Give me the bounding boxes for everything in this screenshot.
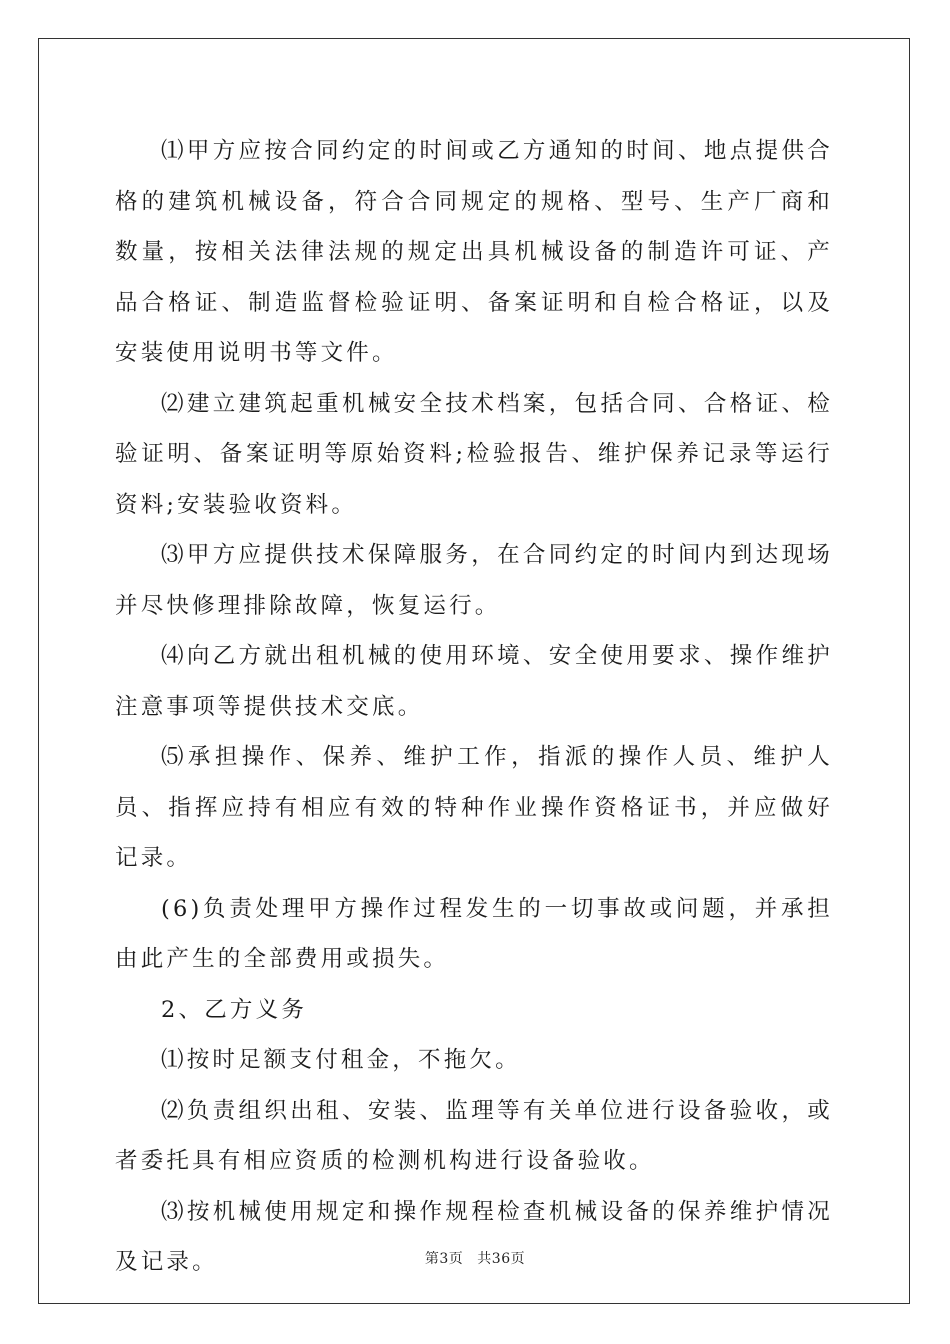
paragraph-9: ⑵负责组织出租、安装、监理等有关单位进行设备验收，或者委托具有相应资质的检测机构进行设备验收。 bbox=[115, 1097, 833, 1174]
paragraph-6: (6)负责处理甲方操作过程发生的一切事故或问题，并承担由此产生的全部费用或损失。 bbox=[115, 895, 833, 972]
paragraph-5: ⑸承担操作、保养、维护工作，指派的操作人员、维护人员、指挥应持有相应有效的特种作业操作资格证书，并应做好记录。 bbox=[115, 744, 833, 871]
paragraph-3: ⑶甲方应提供技术保障服务，在合同约定的时间内到达现场并尽快修理排除故障，恢复运行。 bbox=[115, 542, 833, 619]
paragraph-2: ⑵建立建筑起重机械安全技术档案，包括合同、合格证、检验证明、备案证明等原始资料;检验报告、维护保养记录等运行资料;安装验收资料。 bbox=[115, 390, 833, 518]
paragraph-4: ⑷向乙方就出租机械的使用环境、安全使用要求、操作维护注意事项等提供技术交底。 bbox=[115, 643, 833, 720]
page-footer bbox=[0, 1248, 950, 1268]
document-body bbox=[115, 126, 833, 1288]
paragraph-1: ⑴甲方应按合同约定的时间或乙方通知的时间、地点提供合格的建筑机械设备，符合合同规定的规格、型号、生产厂商和数量，按相关法律法规的规定出具机械设备的制造许可证、产品合格证、制造监督检验证明、备案证明和自检合格证，以及安装使用说明书等文件。 bbox=[115, 138, 833, 366]
paragraph-8: ⑴按时足额支付租金，不拖欠。 bbox=[161, 1047, 521, 1073]
page-number: 第3页 bbox=[424, 1251, 464, 1267]
paragraph-10: ⑶按机械使用规定和操作规程检查机械设备的保养维护情况及记录。 bbox=[115, 1198, 833, 1275]
section-heading-party-b-obligations: 2、乙方义务 bbox=[161, 996, 308, 1023]
page-total: 共36页 bbox=[477, 1251, 526, 1267]
